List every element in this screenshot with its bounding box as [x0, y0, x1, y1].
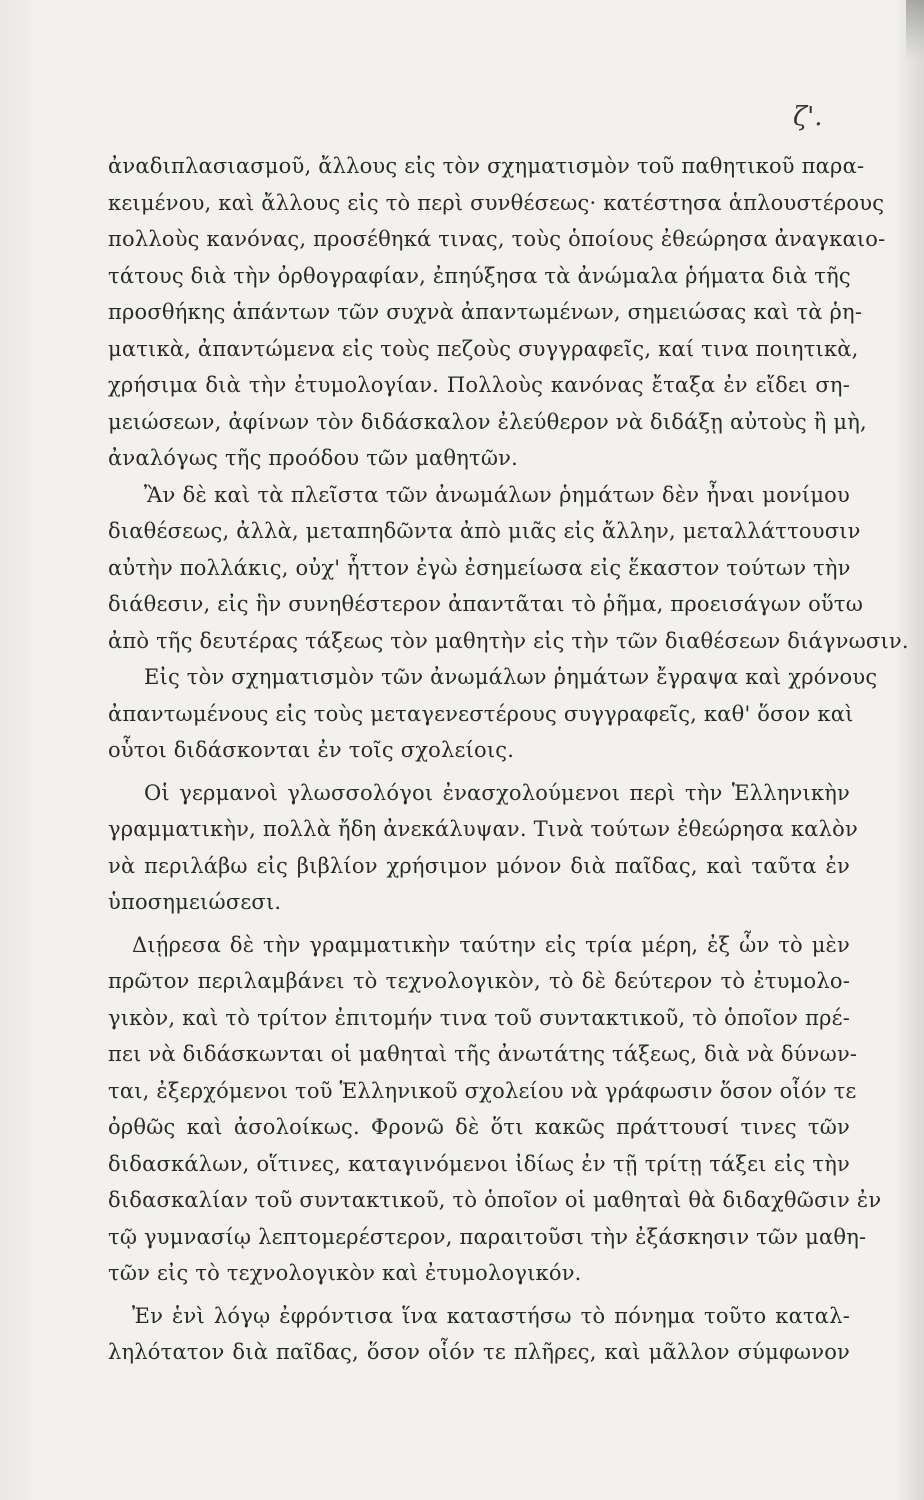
- text-line: ἀναλόγως τῆς προόδου τῶν μαθητῶν.: [108, 446, 519, 470]
- text-body: [108, 148, 909, 1371]
- text-line: αὐτὴν πολλάκις, οὐχ' ἧττον ἐγὼ ἐσημείωσα εἰς ἕκαστον τούτων τὴν: [108, 555, 851, 580]
- text-line: οὗτοι διδάσκονται ἐν τοῖς σχολείοις.: [108, 738, 515, 762]
- paragraph-5: [108, 927, 882, 1292]
- text-line: νὰ περιλάβω εἰς βιβλίον χρήσιμον μόνον διὰ παῖδας, καὶ ταῦτα ἐν: [108, 853, 850, 878]
- text-line: ἀπαντωμένους εἰς τοὺς μεταγενεστέρους συγγραφεῖς, καθ' ὅσον καὶ: [108, 701, 854, 726]
- text-line: τάτους διὰ τὴν ὀρθογραφίαν, ἐπηύξησα τὰ ἀνώμαλα ῥήματα διὰ τῆς: [108, 263, 851, 288]
- text-line: γικὸν, καὶ τὸ τρίτον ἐπιτομήν τινα τοῦ συντακτικοῦ, τὸ ὁποῖον πρέ-: [108, 1005, 850, 1030]
- text-line: διαθέσεως, ἀλλὰ, μεταπηδῶντα ἀπὸ μιᾶς εἰς ἄλλην, μεταλλάττουσιν: [108, 519, 861, 543]
- text-line: γραμματικὴν, πολλὰ ἤδη ἀνεκάλυψαν. Τινὰ τούτων ἐθεώρησα καλὸν: [108, 817, 858, 841]
- text-line: ματικὰ, ἀπαντώμενα εἰς τοὺς πεζοὺς συγγραφεῖς, καί τινα ποιητικὰ,: [108, 336, 859, 361]
- text-line: ὑποσημειώσεσι.: [108, 890, 282, 914]
- text-line: πει νὰ διδάσκωνται οἱ μαθηταὶ τῆς ἀνωτάτης τάξεως, διὰ νὰ δύνων-: [108, 1042, 858, 1066]
- text-line: Οἱ γερμανοὶ γλωσσολόγοι ἐνασχολούμενοι περὶ τὴν Ἑλληνικὴν: [144, 780, 850, 805]
- text-line: ληλότατον διὰ παῖδας, ὅσον οἷόν τε πλῆρες, καὶ μᾶλλον σύμφωνον: [108, 1340, 850, 1364]
- text-line: μειώσεων, ἀφίνων τὸν διδάσκαλον ἐλεύθερον νὰ διδάξῃ αὐτοὺς ἢ μὴ,: [108, 409, 867, 434]
- paragraph-1: [108, 148, 886, 477]
- text-line: πολλοὺς κανόνας, προσέθηκά τινας, τοὺς ὁποίους ἐθεώρησα ἀναγκαιο-: [108, 227, 886, 251]
- text-line: προσθήκης ἁπάντων τῶν συχνὰ ἀπαντωμένων, σημειώσας καὶ τὰ ῥη-: [108, 300, 863, 324]
- text-line: πρῶτον περιλαμβάνει τὸ τεχνολογικὸν, τὸ δὲ δεύτερον τὸ ἐτυμολο-: [108, 969, 850, 993]
- paragraph-3: [108, 659, 878, 769]
- text-line: ἀπὸ τῆς δευτέρας τάξεως τὸν μαθητὴν εἰς τὴν τῶν διαθέσεων διάγνωσιν.: [108, 628, 909, 653]
- text-line: διάθεσιν, εἰς ἣν συνηθέστερον ἀπαντᾶται τὸ ῥῆμα, προεισάγων οὕτω: [108, 592, 864, 616]
- paragraph-2: [108, 477, 909, 660]
- paragraph-6: [108, 1298, 850, 1371]
- text-line: Διῄρεσα δὲ τὴν γραμματικὴν ταύτην εἰς τρία μέρη, ἐξ ὧν τὸ μὲν: [132, 932, 850, 957]
- text-line: τῶν εἰς τὸ τεχνολογικὸν καὶ ἐτυμολογικόν.: [108, 1261, 582, 1285]
- paragraph-4: [108, 775, 858, 921]
- text-line: κειμένου, καὶ ἄλλους εἰς τὸ περὶ συνθέσεως· κατέστησα ἁπλουστέρους: [108, 190, 885, 215]
- text-line: Εἰς τὸν σχηματισμὸν τῶν ἀνωμάλων ῥημάτων ἔγραψα καὶ χρόνους: [144, 665, 878, 689]
- text-line: χρήσιμα διὰ τὴν ἐτυμολογίαν. Πολλοὺς κανόνας ἔταξα ἐν εἴδει ση-: [108, 373, 850, 397]
- text-line: διδασκαλίαν τοῦ συντακτικοῦ, τὸ ὁποῖον οἱ μαθηταὶ θὰ διδαχθῶσιν ἐν: [108, 1188, 882, 1212]
- text-line: ἀναδιπλασιασμοῦ, ἄλλους εἰς τὸν σχηματισμὸν τοῦ παθητικοῦ παρα-: [108, 154, 865, 178]
- text-line: ὀρθῶς καὶ ἀσολοίκως. Φρονῶ δὲ ὅτι κακῶς πράττουσί τινες τῶν: [108, 1115, 850, 1139]
- text-line: Ἐν ἑνὶ λόγῳ ἐφρόντισα ἵνα καταστήσω τὸ πόνημα τοῦτο καταλ-: [132, 1303, 850, 1328]
- text-line: διδασκάλων, οἵτινες, καταγινόμενοι ἰδίως ἐν τῇ τρίτῃ τάξει εἰς τὴν: [108, 1151, 850, 1176]
- page-number: ζ'.: [793, 102, 823, 132]
- text-line: Ἂν δὲ καὶ τὰ πλεῖστα τῶν ἀνωμάλων ῥημάτων δὲν ἦναι μονίμου: [144, 482, 850, 507]
- page-edge-shadow: [906, 0, 924, 60]
- text-line: τῷ γυμνασίῳ λεπτομερέστερον, παραιτοῦσι τὴν ἐξάσκησιν τῶν μαθη-: [108, 1224, 867, 1249]
- text-line: ται, ἐξερχόμενοι τοῦ Ἑλληνικοῦ σχολείου νὰ γράφωσιν ὅσον οἷόν τε: [108, 1078, 857, 1103]
